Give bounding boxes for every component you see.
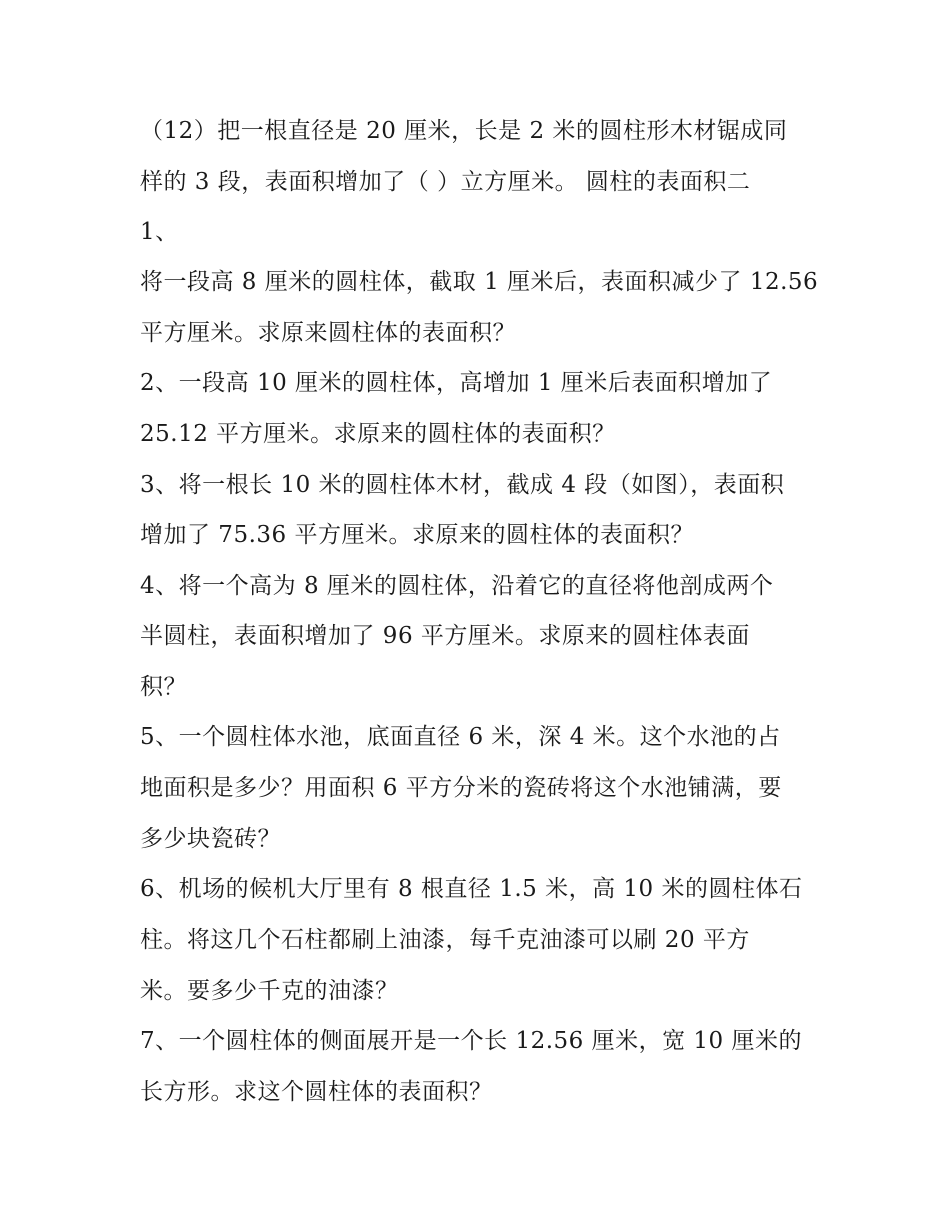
problem-5-line-2: 地面积是多少？用面积 6 平方分米的瓷砖将这个水池铺满，要 bbox=[140, 775, 782, 801]
problem-12-line-1: （12）把一根直径是 20 厘米，长是 2 米的圆柱形木材锯成同 bbox=[140, 118, 788, 144]
problem-2-line-2: 25.12 平方厘米。求原来的圆柱体的表面积？ bbox=[140, 421, 616, 447]
problem-5-line-3: 多少块瓷砖？ bbox=[140, 826, 281, 852]
problem-6-line-2: 柱。将这几个石柱都刷上油漆，每千克油漆可以刷 20 平方 bbox=[140, 927, 750, 953]
problem-6-line-3: 米。要多少千克的油漆？ bbox=[140, 978, 399, 1004]
problem-4-line-1: 4、将一个高为 8 厘米的圆柱体，沿着它的直径将他剖成两个 bbox=[140, 573, 774, 599]
problem-3-line-2: 增加了 75.36 平方厘米。求原来的圆柱体的表面积？ bbox=[140, 522, 694, 548]
problem-4-line-2: 半圆柱，表面积增加了 96 平方厘米。求原来的圆柱体表面 bbox=[140, 623, 750, 649]
problem-3-line-1: 3、将一根长 10 米的圆柱体木材，截成 4 段（如图），表面积 bbox=[140, 472, 785, 498]
problem-5-line-1: 5、一个圆柱体水池，底面直径 6 米，深 4 米。这个水池的占 bbox=[140, 724, 781, 750]
problem-1-number: 1、 bbox=[140, 219, 179, 245]
problem-7-line-2: 长方形。求这个圆柱体的表面积？ bbox=[140, 1079, 493, 1105]
problem-6-line-1: 6、机场的候机大厅里有 8 根直径 1.5 米，高 10 米的圆柱体石 bbox=[140, 876, 803, 902]
problem-4-line-3: 积？ bbox=[140, 674, 187, 700]
problem-2-line-1: 2、一段高 10 厘米的圆柱体，高增加 1 厘米后表面积增加了 bbox=[140, 370, 773, 396]
problem-1-line-1: 将一段高 8 厘米的圆柱体，截取 1 厘米后，表面积减少了 12.56 bbox=[140, 269, 819, 295]
problem-12-line-2: 样的 3 段，表面积增加了（ ）立方厘米。 圆柱的表面积二 bbox=[140, 169, 751, 195]
problem-1-line-2: 平方厘米。求原来圆柱体的表面积？ bbox=[140, 320, 516, 346]
problem-7-line-1: 7、一个圆柱体的侧面展开是一个长 12.56 厘米，宽 10 厘米的 bbox=[140, 1028, 802, 1054]
